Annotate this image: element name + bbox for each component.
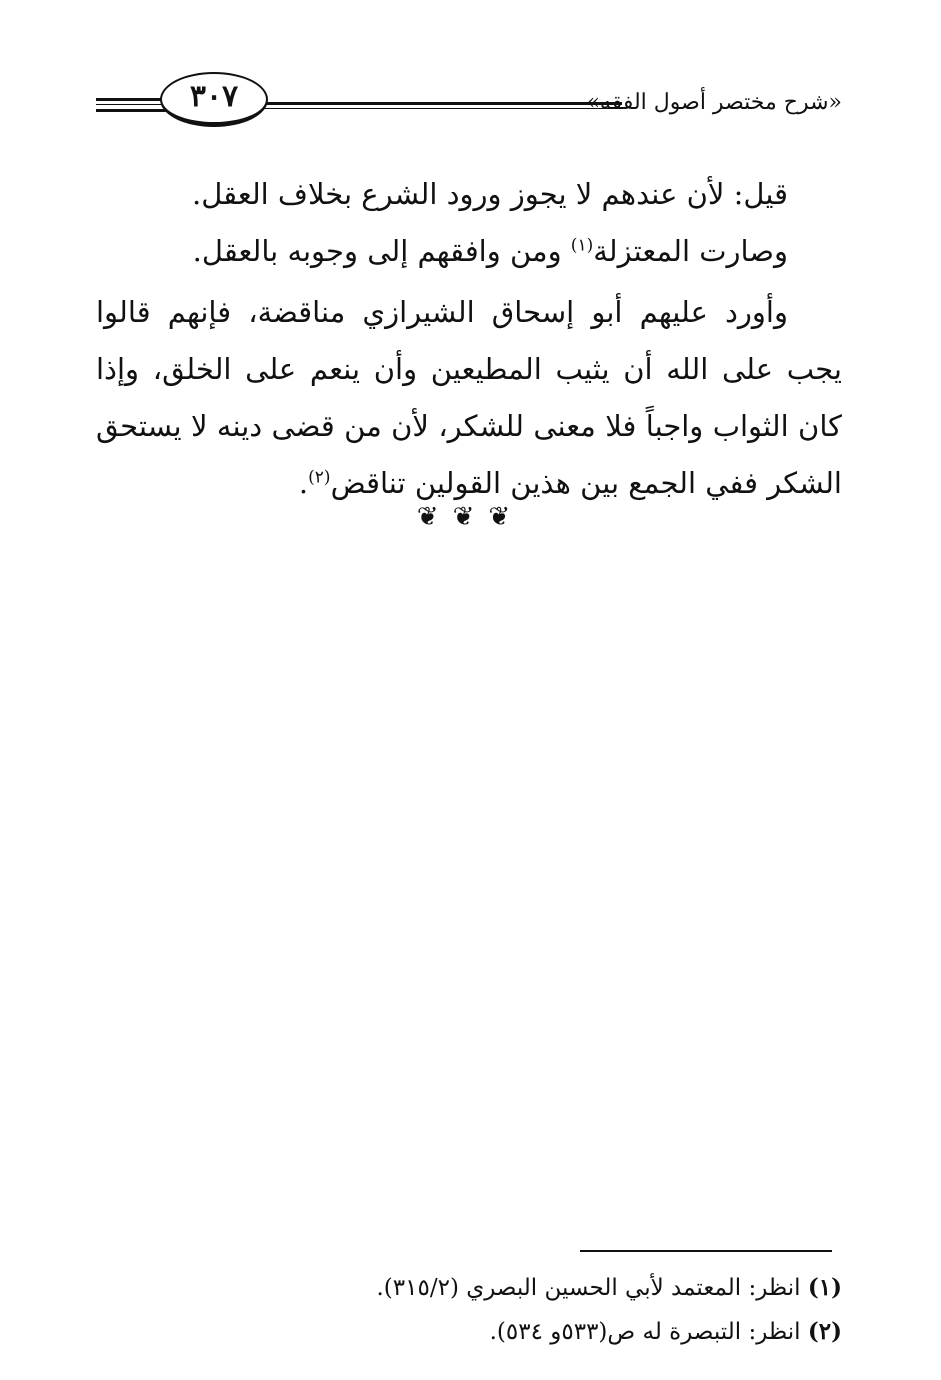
fleuron-icon: ❦ [416,502,453,532]
header-rule-right [264,102,622,105]
footnote-2-number: (٢) [807,1318,842,1345]
fleuron-icon: ❦ [488,502,525,532]
page-number: ٣٠٧ [160,72,268,127]
paragraph-3-period: . [298,466,309,500]
paragraph-3 [96,284,842,512]
footnote-1-number: (١) [807,1274,842,1301]
fleuron-icon: ❦ [452,502,489,532]
paragraph-2-text-end: ومن وافقهم إلى وجوبه بالعقل. [192,234,571,268]
paragraph-2-text: وصارت المعتزلة [593,234,788,268]
header-rule-left [96,98,168,101]
body-text [96,166,842,512]
footnote-ref-1: (١) [570,235,594,256]
footnote-2-text: انظر: التبصرة له ص(٥٣٣و ٥٣٤). [489,1319,808,1345]
footnote-separator [580,1250,832,1252]
paragraph-3-text: وأورد عليهم أبو إسحاق الشيرازي مناقضة، فإنهم قالوا يجب على الله أن يثيب المطيعين وأن ينعم على الخلق، وإذا كان الثواب واجباً فلا معنى للشكر، لأن من قضى دينه لا يستحق الشكر ففي الجمع بين هذين القولين تناقض [96,295,842,500]
paragraph-2 [96,223,842,280]
footnote-1 [96,1266,842,1310]
running-header [96,70,842,130]
footnotes [96,1266,842,1354]
footnote-1-text: انظر: المعتمد لأبي الحسين البصري (٣١٥/٢). [376,1275,808,1301]
book-title: «شرح مختصر أصول الفقه» [586,90,842,115]
footnote-2 [96,1310,842,1354]
paragraph-1: قيل: لأن عندهم لا يجوز ورود الشرع بخلاف العقل. [191,177,788,211]
section-ornament [0,502,941,532]
footnote-ref-2: (٢) [308,467,331,488]
